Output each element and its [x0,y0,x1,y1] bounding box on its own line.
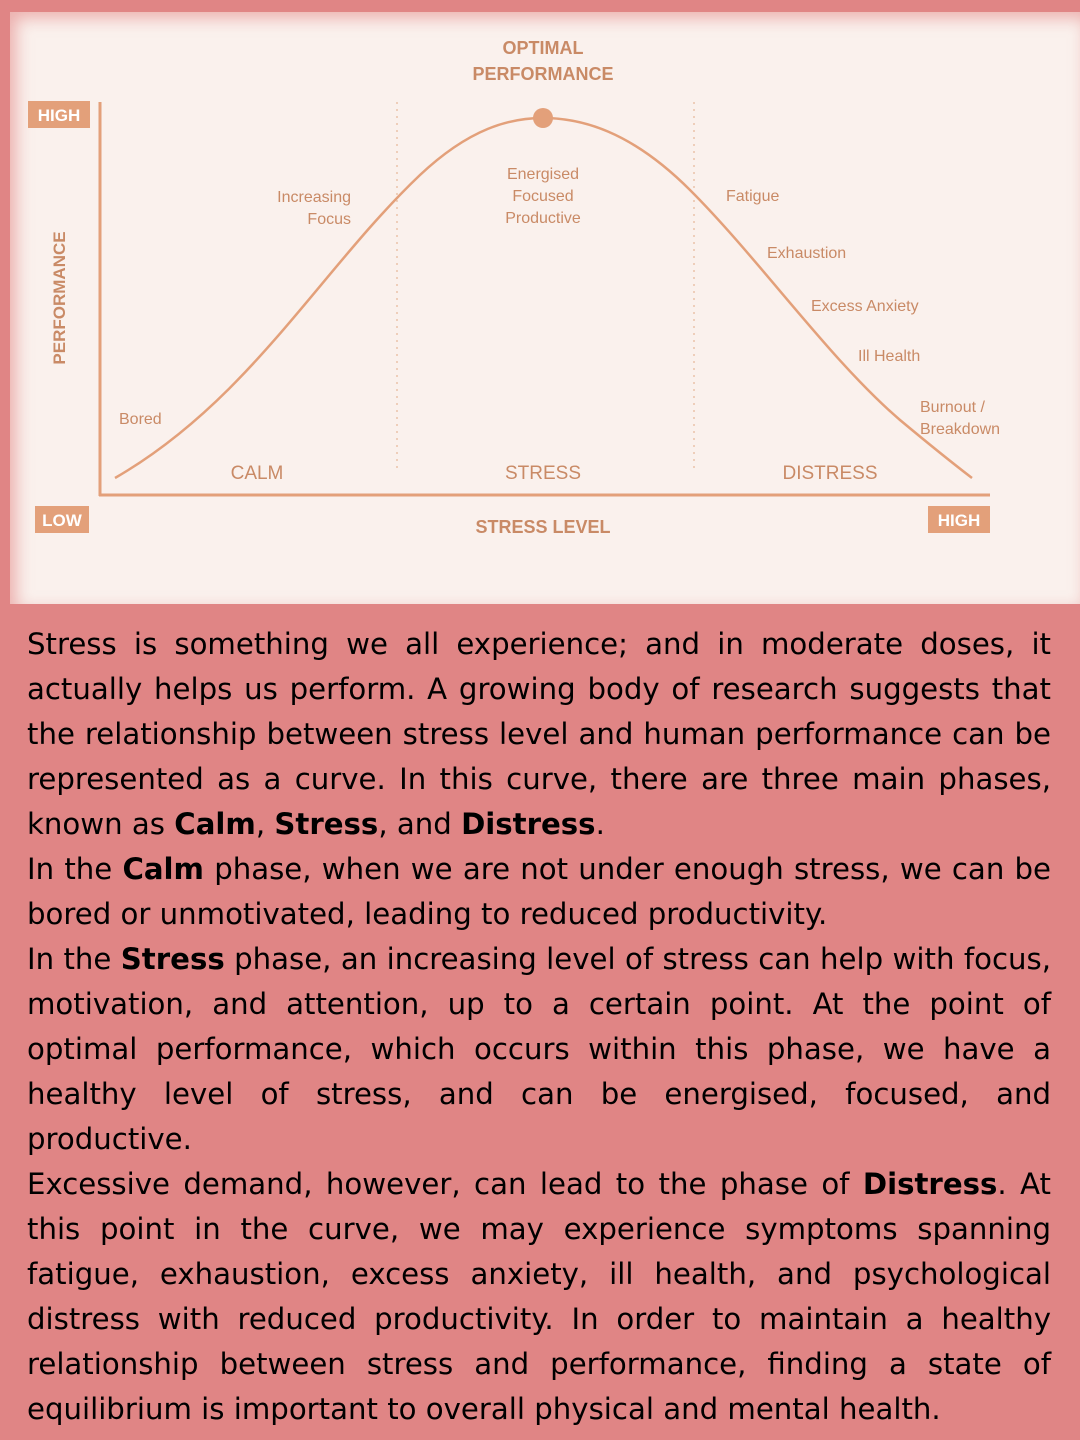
paragraph-stress [27,937,1051,1162]
diagram-title-line1: OPTIMAL [502,38,584,58]
phase-stress-label: STRESS [504,463,582,484]
p4-text-a: Excessive demand, however, can lead to the phase of [27,1167,863,1201]
burnout-label-1: Burnout / [920,399,985,416]
p1-sep1: , [255,807,275,841]
p2-text-b: phase, when we are not under enough stress, we can be bored or unmotivated, leading to reduced productivity. [27,852,1052,931]
diagram-frame [0,0,1080,604]
burnout-label-2: Breakdown [920,421,1001,438]
fatigue-label: Fatigue [726,188,780,205]
optimal-label-1: Energised [506,166,580,183]
exhaustion-label: Exhaustion [767,245,847,262]
p3-text-b: phase, an increasing level of stress can help with focus, motivation, and attention, up to a certain point. At the point of optimal performance, which occurs within this phase, we have a healthy level of stress, and can be energised, focused, and productive. [27,942,1052,1156]
p1-stress: Stress [274,807,379,841]
p1-sep2: , and [378,807,462,841]
p1-end: . [595,807,605,841]
x-low-label: LOW [42,511,82,530]
increasing-label-1: Increasing [277,189,351,206]
ill-health-label: Ill Health [858,348,921,365]
paragraph-calm [27,847,1051,937]
increasing-label-2: Focus [307,211,351,228]
paragraph-distress [27,1162,1051,1432]
optimal-label-3: Productive [505,210,581,227]
p1-distress: Distress [461,807,596,841]
diagram-title-line2: PERFORMANCE [472,64,614,84]
y-axis-label: PERFORMANCE [50,231,69,365]
p4-text-b: . At this point in the curve, we may experience symptoms spanning fatigue, exhaustion, excess anxiety, ill health, and psychological distress with reduced productivity. In order to maintain a healthy relationship between stress and performance, finding a state of equilibrium is important to overall physical and mental health. [27,1167,1051,1426]
p4-distress: Distress [862,1167,998,1201]
stress-performance-diagram [0,0,1080,604]
x-axis-label: STRESS LEVEL [475,517,611,537]
y-high-label: HIGH [37,106,81,125]
explanation-text [27,622,1051,1432]
paragraph-phases [27,622,1051,847]
p2-text-a: In the [27,852,123,886]
x-high-label: HIGH [937,511,981,530]
p3-stress: Stress [120,942,225,976]
phase-calm-label: CALM [230,463,284,484]
p3-text-a: In the [27,942,121,976]
optimal-point-marker [533,108,553,128]
optimal-label-2: Focused [512,188,574,205]
p1-calm: Calm [174,807,256,841]
p2-calm: Calm [122,852,204,886]
p1-text: Stress is something we all experience; and in moderate doses, it actually helps us perform. A growing body of research suggests that the relationship between stress level and human performance can be represented as a curve. In this curve, there are three main phases, known as [27,627,1051,841]
anxiety-label: Excess Anxiety [811,298,919,315]
bored-label: Bored [119,411,162,428]
phase-distress-label: DISTRESS [782,463,878,484]
